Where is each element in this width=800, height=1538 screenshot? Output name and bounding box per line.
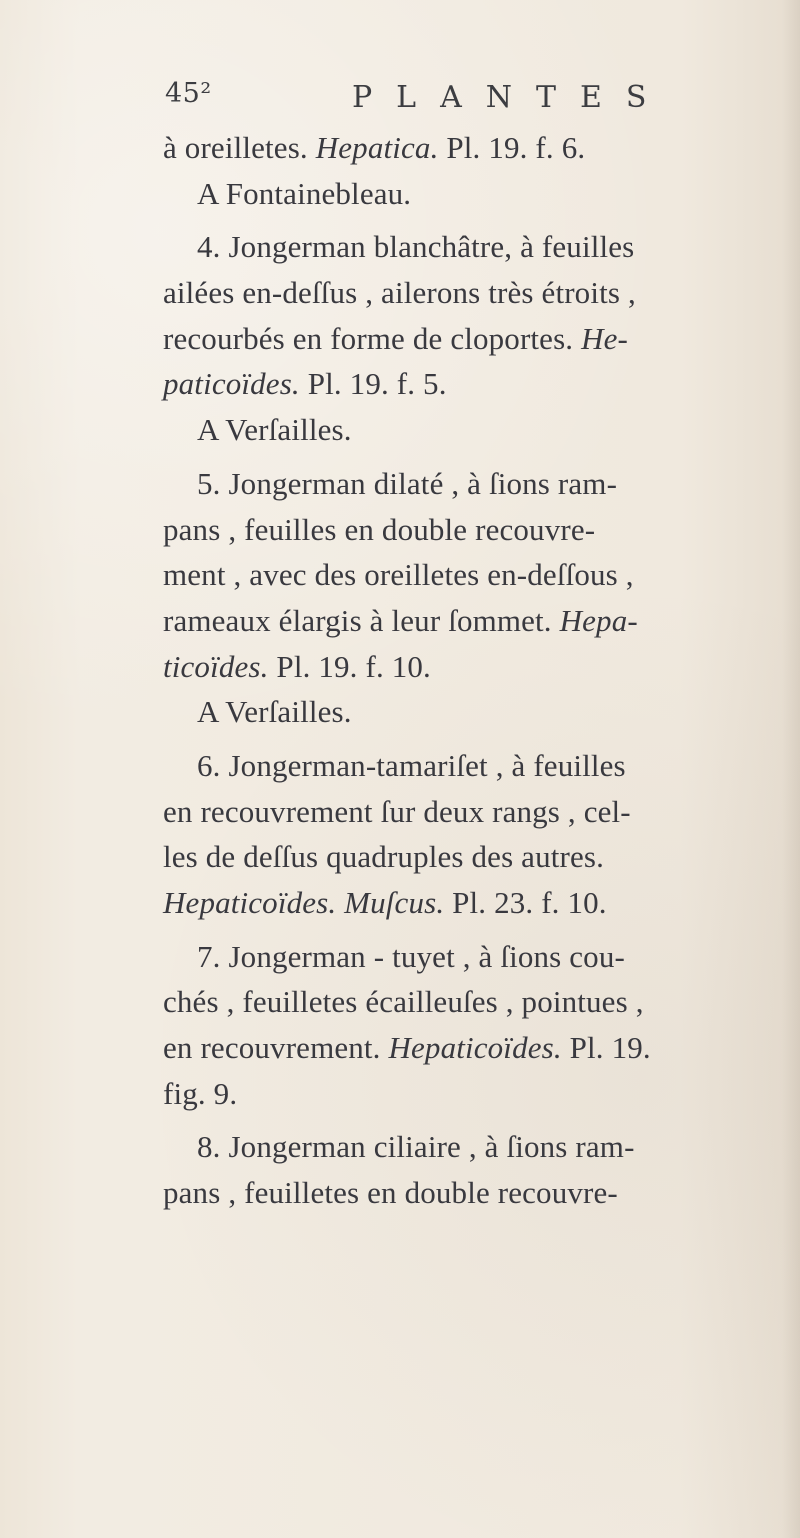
text-line [163, 934, 783, 980]
text-line [163, 880, 783, 926]
text-line [163, 789, 783, 835]
text-run: en recouvrement. [163, 1030, 389, 1066]
text-line [163, 743, 783, 789]
entry-start: 8. Jongerman ciliaire , à ſions ram- [197, 1129, 635, 1165]
text-line [163, 407, 783, 453]
text-line [163, 1071, 783, 1117]
text-run: en recouvrement ſur deux rangs , cel- [163, 793, 631, 829]
page-header [165, 78, 740, 120]
latin-name: ticoïdes. [163, 648, 269, 684]
text-run: Pl. 19. [561, 1030, 651, 1066]
latin-name: He- [581, 320, 629, 356]
location-text: A Verſailles. [197, 694, 352, 730]
entry-start: 4. Jongerman blanchâtre, à feuilles [197, 229, 635, 265]
text-run: pans , feuilletes en double recouvre- [163, 1175, 618, 1211]
text-line [163, 507, 783, 553]
text-line [163, 689, 783, 735]
running-head: PLANTES [352, 80, 671, 115]
location-text: A Verſailles. [197, 412, 352, 448]
location-text: A Fontainebleau. [197, 175, 412, 211]
text-run: ment , avec des oreilletes en-deſſous , [163, 557, 634, 593]
text-line [163, 461, 783, 507]
latin-name: Hepaticoïdes. [388, 1030, 562, 1066]
text-line [163, 270, 783, 316]
entry-start: 6. Jongerman-tamariſet , à feuilles [197, 747, 626, 783]
text-run: chés , feuilletes écailleuſes , pointues , [163, 984, 644, 1020]
text-line [163, 316, 783, 362]
text-line [163, 171, 783, 217]
text-run: Pl. 19. f. 6. [438, 130, 586, 165]
text-line [163, 361, 783, 407]
text-run: ailées en-deſſus , ailerons très étroits , [163, 275, 636, 311]
latin-name: paticoïdes. [163, 366, 300, 402]
page-edge-shadow [782, 0, 800, 1538]
latin-name: Hepa- [559, 602, 638, 638]
text-line [163, 1124, 783, 1170]
text-run: recourbés en forme de cloportes. [163, 320, 582, 356]
text-line [163, 598, 783, 644]
text-run: pans , feuilles en double recouvre- [163, 511, 596, 547]
page-text [163, 125, 783, 1216]
text-run: les de deſſus quadruples des autres. [163, 839, 605, 875]
text-run: Pl. 23. f. 10. [444, 885, 607, 920]
text-run: Pl. 19. f. 10. [268, 648, 431, 684]
text-line [163, 979, 783, 1025]
latin-name: Hepaticoïdes. Muſcus. [163, 885, 445, 920]
page-number: 45² [165, 78, 212, 109]
latin-name: Hepatica. [315, 130, 439, 165]
text-run: Pl. 19. f. 5. [299, 366, 447, 402]
text-line [163, 125, 783, 171]
text-run: à oreilletes. [163, 130, 316, 165]
text-line [163, 224, 783, 270]
entry-start: 5. Jongerman dilaté , à ſions ram- [197, 465, 618, 501]
text-line [163, 1170, 783, 1216]
text-line [163, 552, 783, 598]
entry-start: 7. Jongerman - tuyet , à ſions cou- [197, 938, 625, 974]
text-line [163, 1025, 783, 1071]
text-line [163, 834, 783, 880]
text-line [163, 644, 783, 690]
text-run: fig. 9. [163, 1075, 238, 1111]
text-run: rameaux élargis à leur ſommet. [163, 602, 560, 638]
